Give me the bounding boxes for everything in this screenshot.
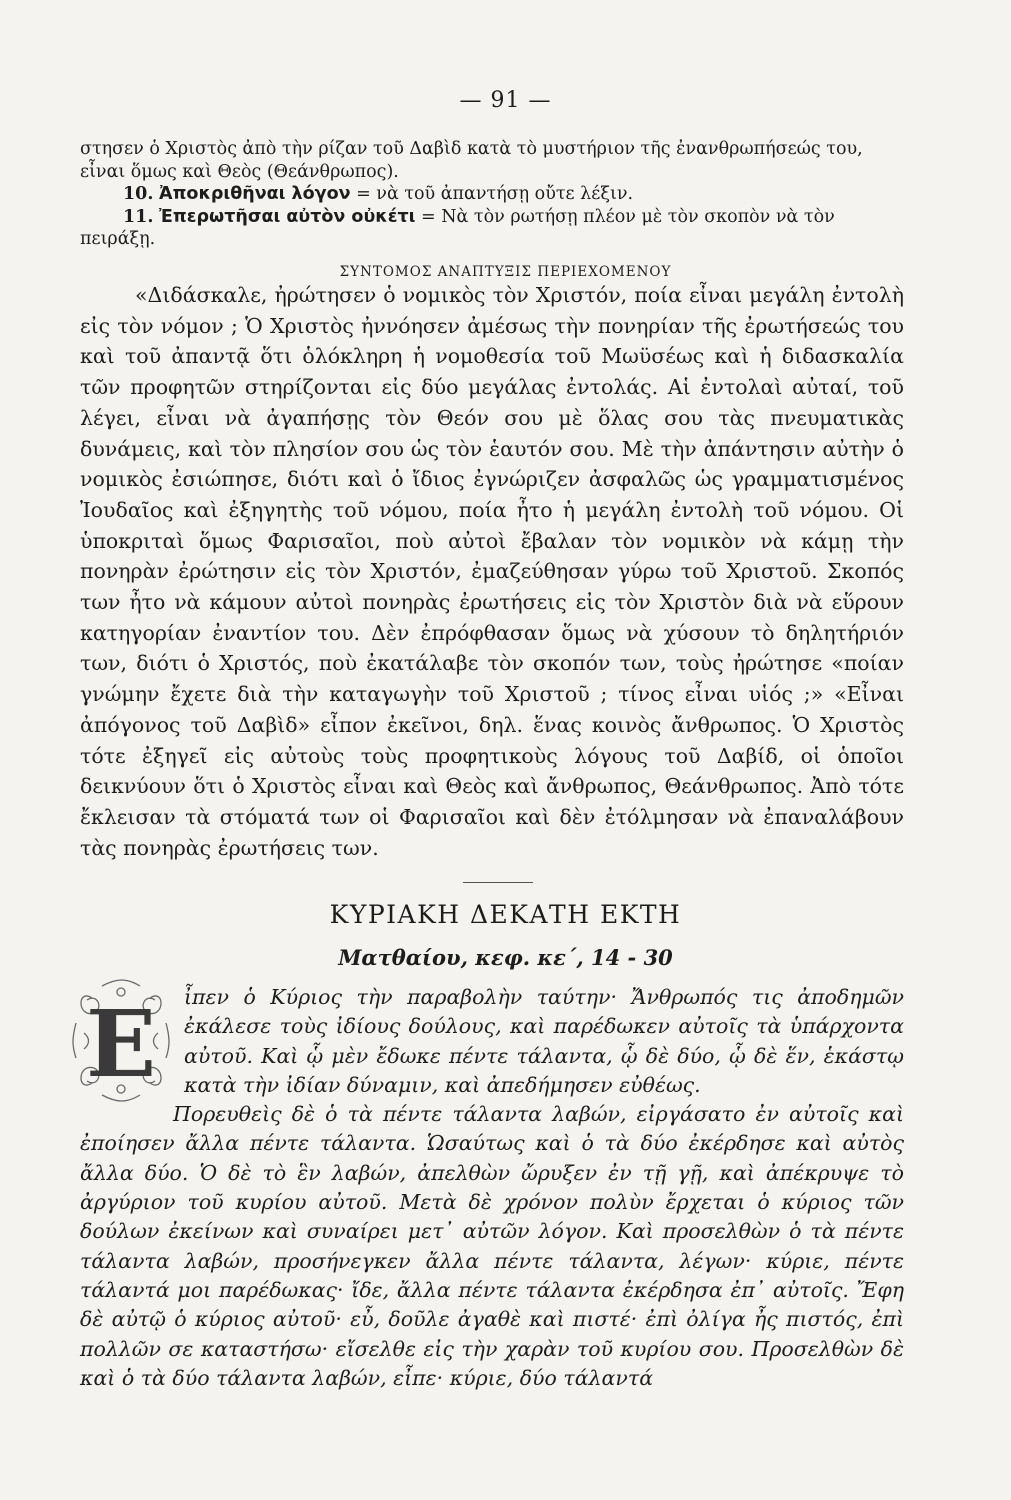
dropcap-letter: E xyxy=(85,990,157,1098)
section-heading: ΣΥΝΤΟΜΟΣ ΑΝΑΠΤΥΞΙΣ ΠΕΡΙΕΧΟΜΕΝΟΥ xyxy=(339,264,672,280)
section-divider xyxy=(463,882,533,883)
note-item-10 xyxy=(80,183,904,206)
notes-section xyxy=(80,138,904,251)
note-number: 11. xyxy=(123,206,154,227)
gospel-text xyxy=(80,983,904,1393)
gospel-paragraph-2: Πορευθεὶς δὲ ὁ τὰ πέντε τάλαντα λαβών, εἰργάσατο ἐν αὐτοῖς καὶ ἐποίησεν ἄλλα πέντε τάλαντα. Ὡσαύτως καὶ ὁ τὰ δύο ἐκέρδησε καὶ αὐτὸς ἄλλα δύο. Ὁ δὲ τὸ ἓν λαβών, ἀπελθὼν ὤρυξεν ἐν τῇ γῇ, καὶ ἀπέκρυψε τὸ ἀργύριον τοῦ κυρίου αὐτοῦ. Μετὰ δὲ χρόνον πολὺν ἔρχεται ὁ κύριος τῶν δούλων ἐκείνων καὶ συναίρει μετ᾽ αὐτῶν λόγον. Καὶ προσελθὼν ὁ τὰ πέντε τάλαντα λαβών, προσήνεγκεν ἄλλα πέντε τάλαντα, λέγων· κύριε, πέντε τάλαντά μοι παρέδωκας· ἴδε, ἄλλα πέντε τάλαντα ἐκέρδησα ἐπ᾽ αὐτοῖς. Ἔφη δὲ αὐτῷ ὁ κύριος αὐτοῦ· εὖ, δοῦλε ἀγαθὲ καὶ πιστέ· ἐπὶ ὀλίγα ἦς πιστός, ἐπὶ πολλῶν σε καταστήσω· εἴσελθε εἰς τὴν χαρὰν τοῦ κυρίου σου. Προσελθὼν δὲ καὶ ὁ τὰ δύο τάλαντα λαβών, εἶπε· κύριε, δύο τάλαντά xyxy=(80,1102,904,1390)
note-number: 10. xyxy=(123,184,154,204)
summary-paragraph: «Διδάσκαλε, ἠρώτησεν ὁ νομικὸς τὸν Χριστόν, ποία εἶναι μεγάλη ἐντολὴ εἰς τὸν νόμον ; Ὁ Χριστὸς ἠννόησεν ἀμέσως τὴν πονηρίαν τῆς ἐρωτήσεώς του καὶ τοῦ ἀπαντᾷ ὅτι ὁλόκληρη ἡ νομοθεσία τοῦ Μωϋσέως καὶ ἡ διδασκαλία τῶν προφητῶν στηρίζονται εἰς δύο μεγάλας ἐντολάς. Αἱ ἐντολαὶ αὐταί, τοῦ λέγει, εἶναι νὰ ἀγαπήσῃς τὸν Θεόν σου μὲ ὅλας σου τὰς πνευματικὰς δυνάμεις, καὶ τὸν πλησίον σου ὡς τὸν ἑαυτόν σου. Μὲ τὴν ἀπάντησιν αὐτὴν ὁ νομικὸς ἐσιώπησε, διότι καὶ ὁ ἴδιος ἐγνώριζεν ἀσφαλῶς ὡς γραμματισμένος Ἰουδαῖος καὶ ἐξηγητὴς τοῦ νόμου, ποία ἦτο ἡ μεγάλη ἐντολὴ τοῦ νόμου. Οἱ ὑποκριταὶ ὅμως Φαρισαῖοι, ποὺ αὐτοὶ ἔβαλαν τὸν νομικὸν νὰ κάμῃ τὴν πονηρὰν ἐρώτησιν εἰς τὸν Χριστόν, ἐμαζεύθησαν γύρω τοῦ Χριστοῦ. Σκοπός των ἦτο νὰ κάμουν αὐτοὶ πονηρὰς ἐρωτήσεις εἰς τὸν Χριστὸν διὰ νὰ εὕρουν κατηγορίαν ἐναντίον του. Δὲν ἐπρόφθασαν ὅμως νὰ χύσουν τὸ δηλητήριόν των, διότι ὁ Χριστός, ποὺ ἐκατάλαβε τὸν σκοπόν των, τοὺς ἠρώτησε «ποίαν γνώμην ἔχετε διὰ τὴν καταγωγὴν τοῦ Χριστοῦ ; τίνος εἶναι υἱός ;» «Εἶναι ἀπόγονος τοῦ Δαβὶδ» εἶπον ἐκεῖνοι, δηλ. ἕνας κοινὸς ἄνθρωπος. Ὁ Χριστὸς τότε ἐξηγεῖ εἰς αὐτοὺς τοὺς προφητικοὺς λόγους τοῦ Δαβίδ, οἱ ὁποῖοι δεικνύουν ὅτι ὁ Χριστὸς εἶναι καὶ Θεὸς καὶ ἄνθρωπος, Θεάνθρωπος. Ἀπὸ τότε ἔκλεισαν τὰ στόματά των οἱ Φαρισαῖοι καὶ δὲν ἐτόλμησαν νὰ ἐπαναλάβουν τὰς πονηρὰς ἐρωτήσεις των. xyxy=(80,283,904,860)
dropcap-spacer xyxy=(80,983,184,1099)
note-definition: = νὰ τοῦ ἀπαντήσῃ οὔτε λέξιν. xyxy=(350,184,634,204)
gospel-paragraph-1: ἶπεν ὁ Κύριος τὴν παραβολὴν ταύτην· Ἄνθρωπός τις ἀποδημῶν ἐκάλεσε τοὺς ἰδίους δούλους, καὶ παρέδωκεν αὐτοῖς τὰ ὑπάρχοντα αὐτοῦ. Καὶ ᾧ μὲν ἔδωκε πέντε τάλαντα, ᾧ δὲ δύο, ᾧ δὲ ἕν, ἑκάστῳ κατὰ τὴν ἰδίαν δύναμιν, καὶ ἀπεδήμησεν εὐθέως. xyxy=(184,985,904,1097)
gospel-reference: Ματθαίου, κεφ. κε΄, 14 - 30 xyxy=(338,945,673,970)
summary-section xyxy=(80,280,904,863)
page-number: — 91 — xyxy=(459,88,552,113)
sunday-title: ΚΥΡΙΑΚΗ ΔΕΚΑΤΗ ΕΚΤΗ xyxy=(329,900,682,929)
note-item-11 xyxy=(80,206,904,251)
note-headword: Ἀποκριθῆναι λόγον xyxy=(159,184,351,204)
note-definition: = Νὰ τὸν ρωτήσῃ πλέον μὲ τὸν σκοπὸν νὰ τὸν πειράξῃ. xyxy=(80,206,835,249)
note-continuation: στησεν ὁ Χριστὸς ἀπὸ τὴν ρίζαν τοῦ Δαβὶδ κατὰ τὸ μυστήριον τῆς ἐνανθρωπήσεώς του, εἶναι ὅμως καὶ Θεὸς (Θεάνθρωπος). xyxy=(80,139,863,182)
note-headword: Ἐπερωτῆσαι αὐτὸν οὐκέτι xyxy=(159,206,416,227)
